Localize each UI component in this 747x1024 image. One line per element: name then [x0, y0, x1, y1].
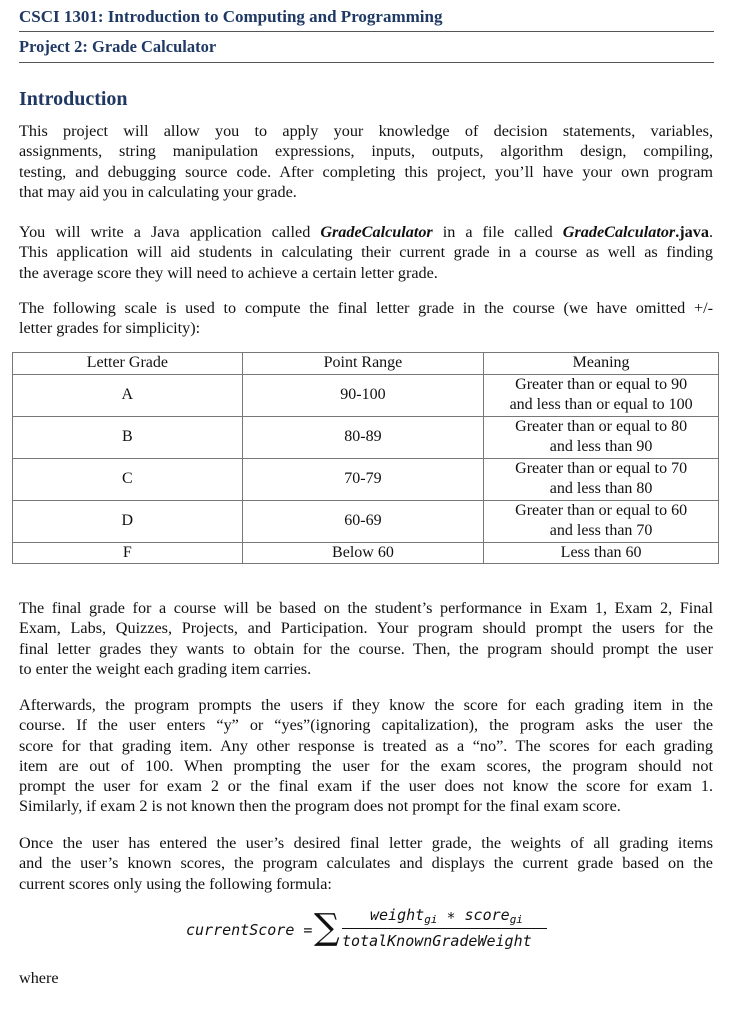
text-line: the average score they will need to achieve a certain letter grade.: [19, 263, 438, 282]
file-extension: .java: [675, 223, 709, 241]
range-cell: 90-100: [242, 374, 484, 416]
numerator-weight: weight: [370, 906, 425, 924]
text-line: assignments, string manipulation expressions, inputs, outputs, algorithm design, compiling,: [19, 142, 713, 161]
subheader-divider: [19, 62, 714, 63]
numerator-score: score: [464, 906, 510, 924]
formula-lhs: currentScore =: [186, 921, 313, 939]
intro-paragraph-2: [19, 222, 713, 283]
text-line: The following scale is used to compute the final letter grade in the course (we have omitted +/-: [19, 299, 713, 317]
course-title: CSCI 1301: Introduction to Computing and Programming: [19, 7, 443, 26]
formula-numerator: [370, 906, 523, 926]
where-label: where: [19, 969, 59, 987]
meaning-line: and less than 80: [549, 480, 653, 497]
body-paragraph-1: [19, 598, 713, 679]
current-score-formula: [180, 906, 560, 956]
text-line: This project will allow you to apply your knowledge of decision statements, variables,: [19, 122, 713, 140]
intro-paragraph-3: [19, 298, 713, 339]
text-run: in a file called: [432, 223, 563, 241]
text-line: item are out of 100. When prompting the user for the exam scores, the program should not: [19, 756, 713, 775]
body-paragraph-3: [19, 833, 713, 894]
text-run: You will write a Java application called: [19, 223, 321, 241]
meaning-line: Greater than or equal to 80: [515, 417, 688, 435]
intro-paragraph-1: [19, 121, 713, 202]
table-row: [13, 500, 719, 542]
project-title: Project 2: Grade Calculator: [19, 37, 217, 56]
table-row: [13, 458, 719, 500]
text-line: and the user’s known scores, the program calculates and displays the current grade based on the: [19, 854, 713, 873]
text-line: prompt the user for exam 2 or the final exam if the user does not know the score for exam 1.: [19, 777, 713, 796]
table-row: [13, 542, 719, 564]
table-row: [13, 416, 719, 458]
multiply-operator: ∗: [437, 906, 465, 924]
column-header: Letter Grade: [13, 353, 243, 375]
range-cell: 60-69: [242, 500, 484, 542]
text-run: .: [708, 223, 713, 241]
range-cell: 70-79: [242, 458, 484, 500]
text-line: final letter grades they wants to obtain for the course. Then, the program should prompt the user: [19, 639, 713, 658]
column-header: Meaning: [484, 353, 719, 375]
letter-cell: D: [13, 500, 243, 542]
text-line: This application will aid students in calculating their current grade in a course as well as finding: [19, 243, 713, 262]
letter-cell: B: [13, 416, 243, 458]
meaning-cell: [484, 416, 719, 458]
text-line: Exam, Labs, Quizzes, Projects, and Participation. Your program should prompt the users for the: [19, 619, 713, 638]
text-line: Similarly, if exam 2 is not known then the program does not prompt for the final exam score.: [19, 797, 621, 816]
table-header-row: [13, 353, 719, 375]
meaning-line: and less than 70: [549, 522, 653, 539]
text-line: testing, and debugging source code. After completing this project, you’ll have your own program: [19, 162, 713, 181]
text-line: course. If the user enters “y” or “yes”(ignoring capitalization), the program asks the user the: [19, 716, 713, 735]
column-header: Point Range: [242, 353, 484, 375]
meaning-line: Greater than or equal to 70: [515, 459, 688, 477]
meaning-cell: [484, 374, 719, 416]
meaning-line: and less than or equal to 100: [509, 396, 693, 413]
letter-cell: C: [13, 458, 243, 500]
class-name: GradeCalculator: [320, 223, 433, 241]
body-paragraph-2: [19, 695, 713, 817]
fraction-bar: [342, 928, 547, 929]
summation-symbol: ∑: [314, 907, 340, 948]
text-line: letter grades for simplicity):: [19, 319, 201, 338]
file-name: GradeCalculator: [562, 223, 676, 241]
grade-scale-table: [12, 352, 719, 564]
letter-cell: F: [13, 542, 243, 564]
header-divider: [19, 31, 714, 32]
range-cell: Below 60: [242, 542, 484, 564]
text-line: current scores only using the following formula:: [19, 874, 332, 893]
formula-denominator: totalKnownGradeWeight: [342, 932, 532, 950]
subscript: gi: [509, 913, 523, 926]
meaning-cell: [484, 500, 719, 542]
meaning-cell: Less than 60: [484, 542, 719, 564]
text-line: Once the user has entered the user’s desired final letter grade, the weights of all grading items: [19, 834, 713, 852]
text-line: The final grade for a course will be based on the student’s performance in Exam 1, Exam 2, Final: [19, 599, 713, 617]
text-line: score for that grading item. Any other response is treated as a “no”. The scores for each grading: [19, 736, 713, 755]
meaning-line: and less than 90: [549, 438, 653, 455]
subscript: gi: [424, 913, 438, 926]
table-row: [13, 374, 719, 416]
meaning-line: Greater than or equal to 90: [515, 375, 688, 393]
text-line: to enter the weight each grading item carries.: [19, 659, 312, 678]
section-heading-introduction: Introduction: [19, 88, 128, 110]
meaning-line: Greater than or equal to 60: [515, 501, 688, 519]
meaning-cell: [484, 458, 719, 500]
text-line: Afterwards, the program prompts the users if they know the score for each grading item in the: [19, 696, 713, 714]
range-cell: 80-89: [242, 416, 484, 458]
text-line: that may aid you in calculating your grade.: [19, 182, 297, 201]
letter-cell: A: [13, 374, 243, 416]
text-line: [19, 222, 713, 242]
